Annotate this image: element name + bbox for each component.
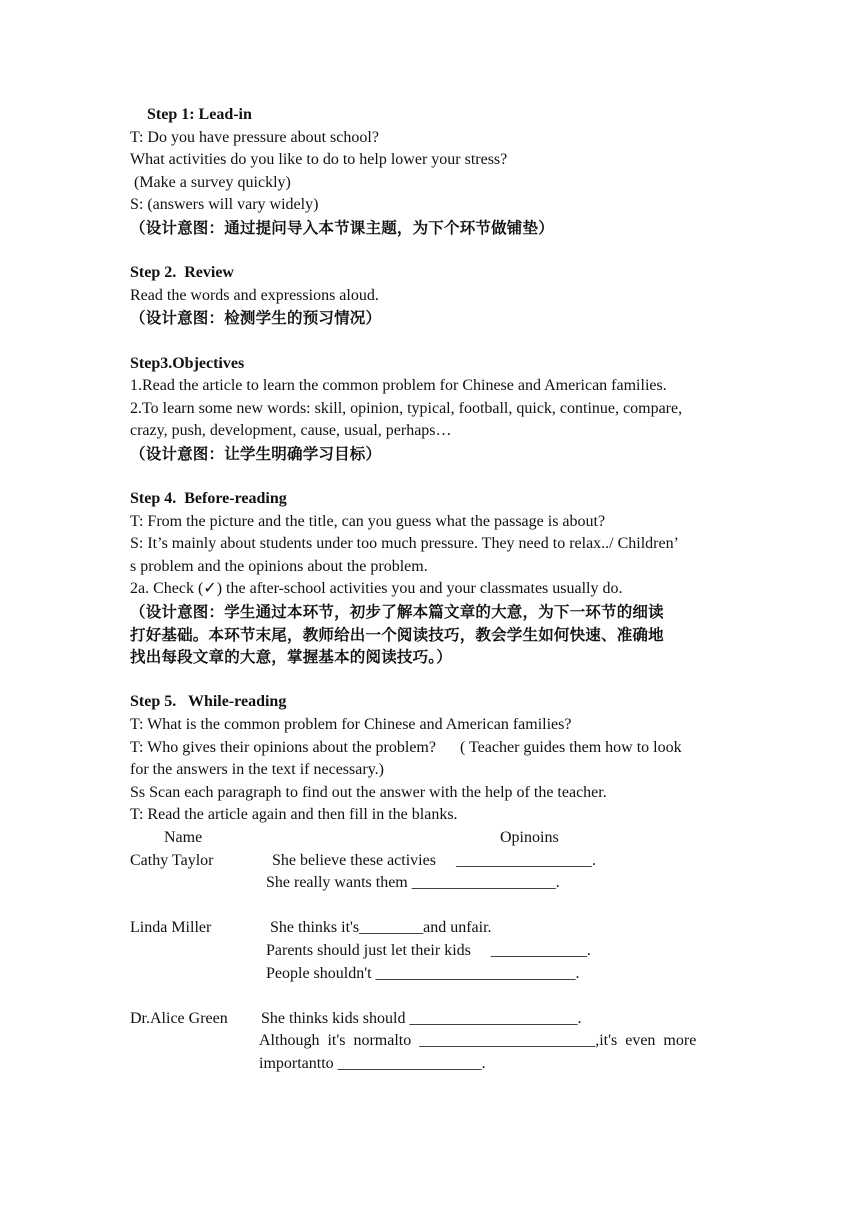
step4-line-3: s problem and the opinions about the problem.: [130, 557, 428, 575]
step5-line-1: T: What is the common problem for Chinese and American families?: [130, 716, 572, 734]
step3-heading: Step3.Objectives: [130, 354, 245, 372]
step3-design-intent: （设计意图：让学生明确学习目标）: [130, 444, 382, 463]
person-name: Cathy Taylor: [130, 851, 214, 869]
step5-heading: Step 5. While-reading: [130, 693, 287, 711]
step4-heading: Step 4. Before-reading: [130, 490, 287, 508]
opinion-line: People shouldn't _________________________.: [266, 964, 580, 982]
person-name: Linda Miller: [130, 919, 212, 937]
step4-line-1: T: From the picture and the title, can you guess what the passage is about?: [130, 512, 606, 530]
table-header-row: [130, 827, 730, 850]
step3-line-3: crazy, push, development, cause, usual, perhaps…: [130, 422, 452, 440]
step5-line-2: T: Who gives their opinions about the problem? ( Teacher guides them how to look: [130, 738, 682, 756]
table-row: [130, 1008, 730, 1031]
step5-line-4: Ss Scan each paragraph to find out the answer with the help of the teacher.: [130, 783, 607, 801]
opinion-line: She believe these activies _________________.: [272, 851, 596, 869]
lesson-plan-document: [130, 104, 730, 1076]
step1-line-2: What activities do you like to do to help lower your stress?: [130, 151, 508, 169]
step1-line-3: (Make a survey quickly): [130, 173, 291, 191]
table-header-name: Name: [164, 829, 203, 846]
step1-line-1: T: Do you have pressure about school?: [130, 128, 379, 146]
table-row: [130, 850, 730, 873]
step4-line-2: S: It’s mainly about students under too much pressure. They need to relax../ Children’: [130, 535, 679, 553]
opinion-line: importantto __________________.: [259, 1054, 486, 1072]
step2-heading: Step 2. Review: [130, 264, 234, 282]
step1-design-intent: （设计意图：通过提问导入本节课主题，为下个环节做铺垫）: [130, 218, 554, 237]
table-row: [130, 940, 730, 963]
table-row: [130, 963, 730, 986]
step4-line-4: 2a. Check (✓) the after-school activities you and your classmates usually do.: [130, 580, 623, 598]
step2-line-1: Read the words and expressions aloud.: [130, 286, 379, 304]
step3-line-1: 1.Read the article to learn the common problem for Chinese and American families.: [130, 377, 667, 395]
table-row: [130, 872, 730, 895]
step4-design-intent-1: （设计意图：学生通过本环节，初步了解本篇文章的大意，为下一环节的细读: [130, 603, 664, 622]
table-row: [130, 1030, 730, 1053]
step3-line-2: 2.To learn some new words: skill, opinion, typical, football, quick, continue, compare,: [130, 399, 683, 417]
step2-design-intent: （设计意图：检测学生的预习情况）: [130, 309, 382, 328]
opinion-line: Parents should just let their kids ____________.: [266, 941, 591, 959]
step5-line-5: T: Read the article again and then fill in the blanks.: [130, 806, 458, 824]
step5-line-3: for the answers in the text if necessary.): [130, 761, 384, 779]
opinion-line: Although it's normalto ______________________,it's even more: [259, 1032, 697, 1050]
table-header-opinions: Opinoins: [500, 829, 559, 846]
table-row: [130, 917, 730, 940]
step4-design-intent-3: 找出每段文章的大意，掌握基本的阅读技巧。）: [130, 648, 452, 667]
opinion-line: She really wants them __________________.: [266, 874, 560, 892]
step1-heading: Step 1: Lead-in: [147, 106, 252, 123]
opinion-line: She thinks it's________and unfair.: [270, 919, 492, 937]
opinion-line: She thinks kids should _____________________.: [261, 1009, 582, 1027]
table-row: [130, 1053, 730, 1076]
step4-design-intent-2: 打好基础。本环节末尾，教师给出一个阅读技巧，教会学生如何快速、准确地: [130, 625, 664, 644]
step1-line-4: S: (answers will vary widely): [130, 196, 319, 214]
person-name: Dr.Alice Green: [130, 1009, 228, 1027]
